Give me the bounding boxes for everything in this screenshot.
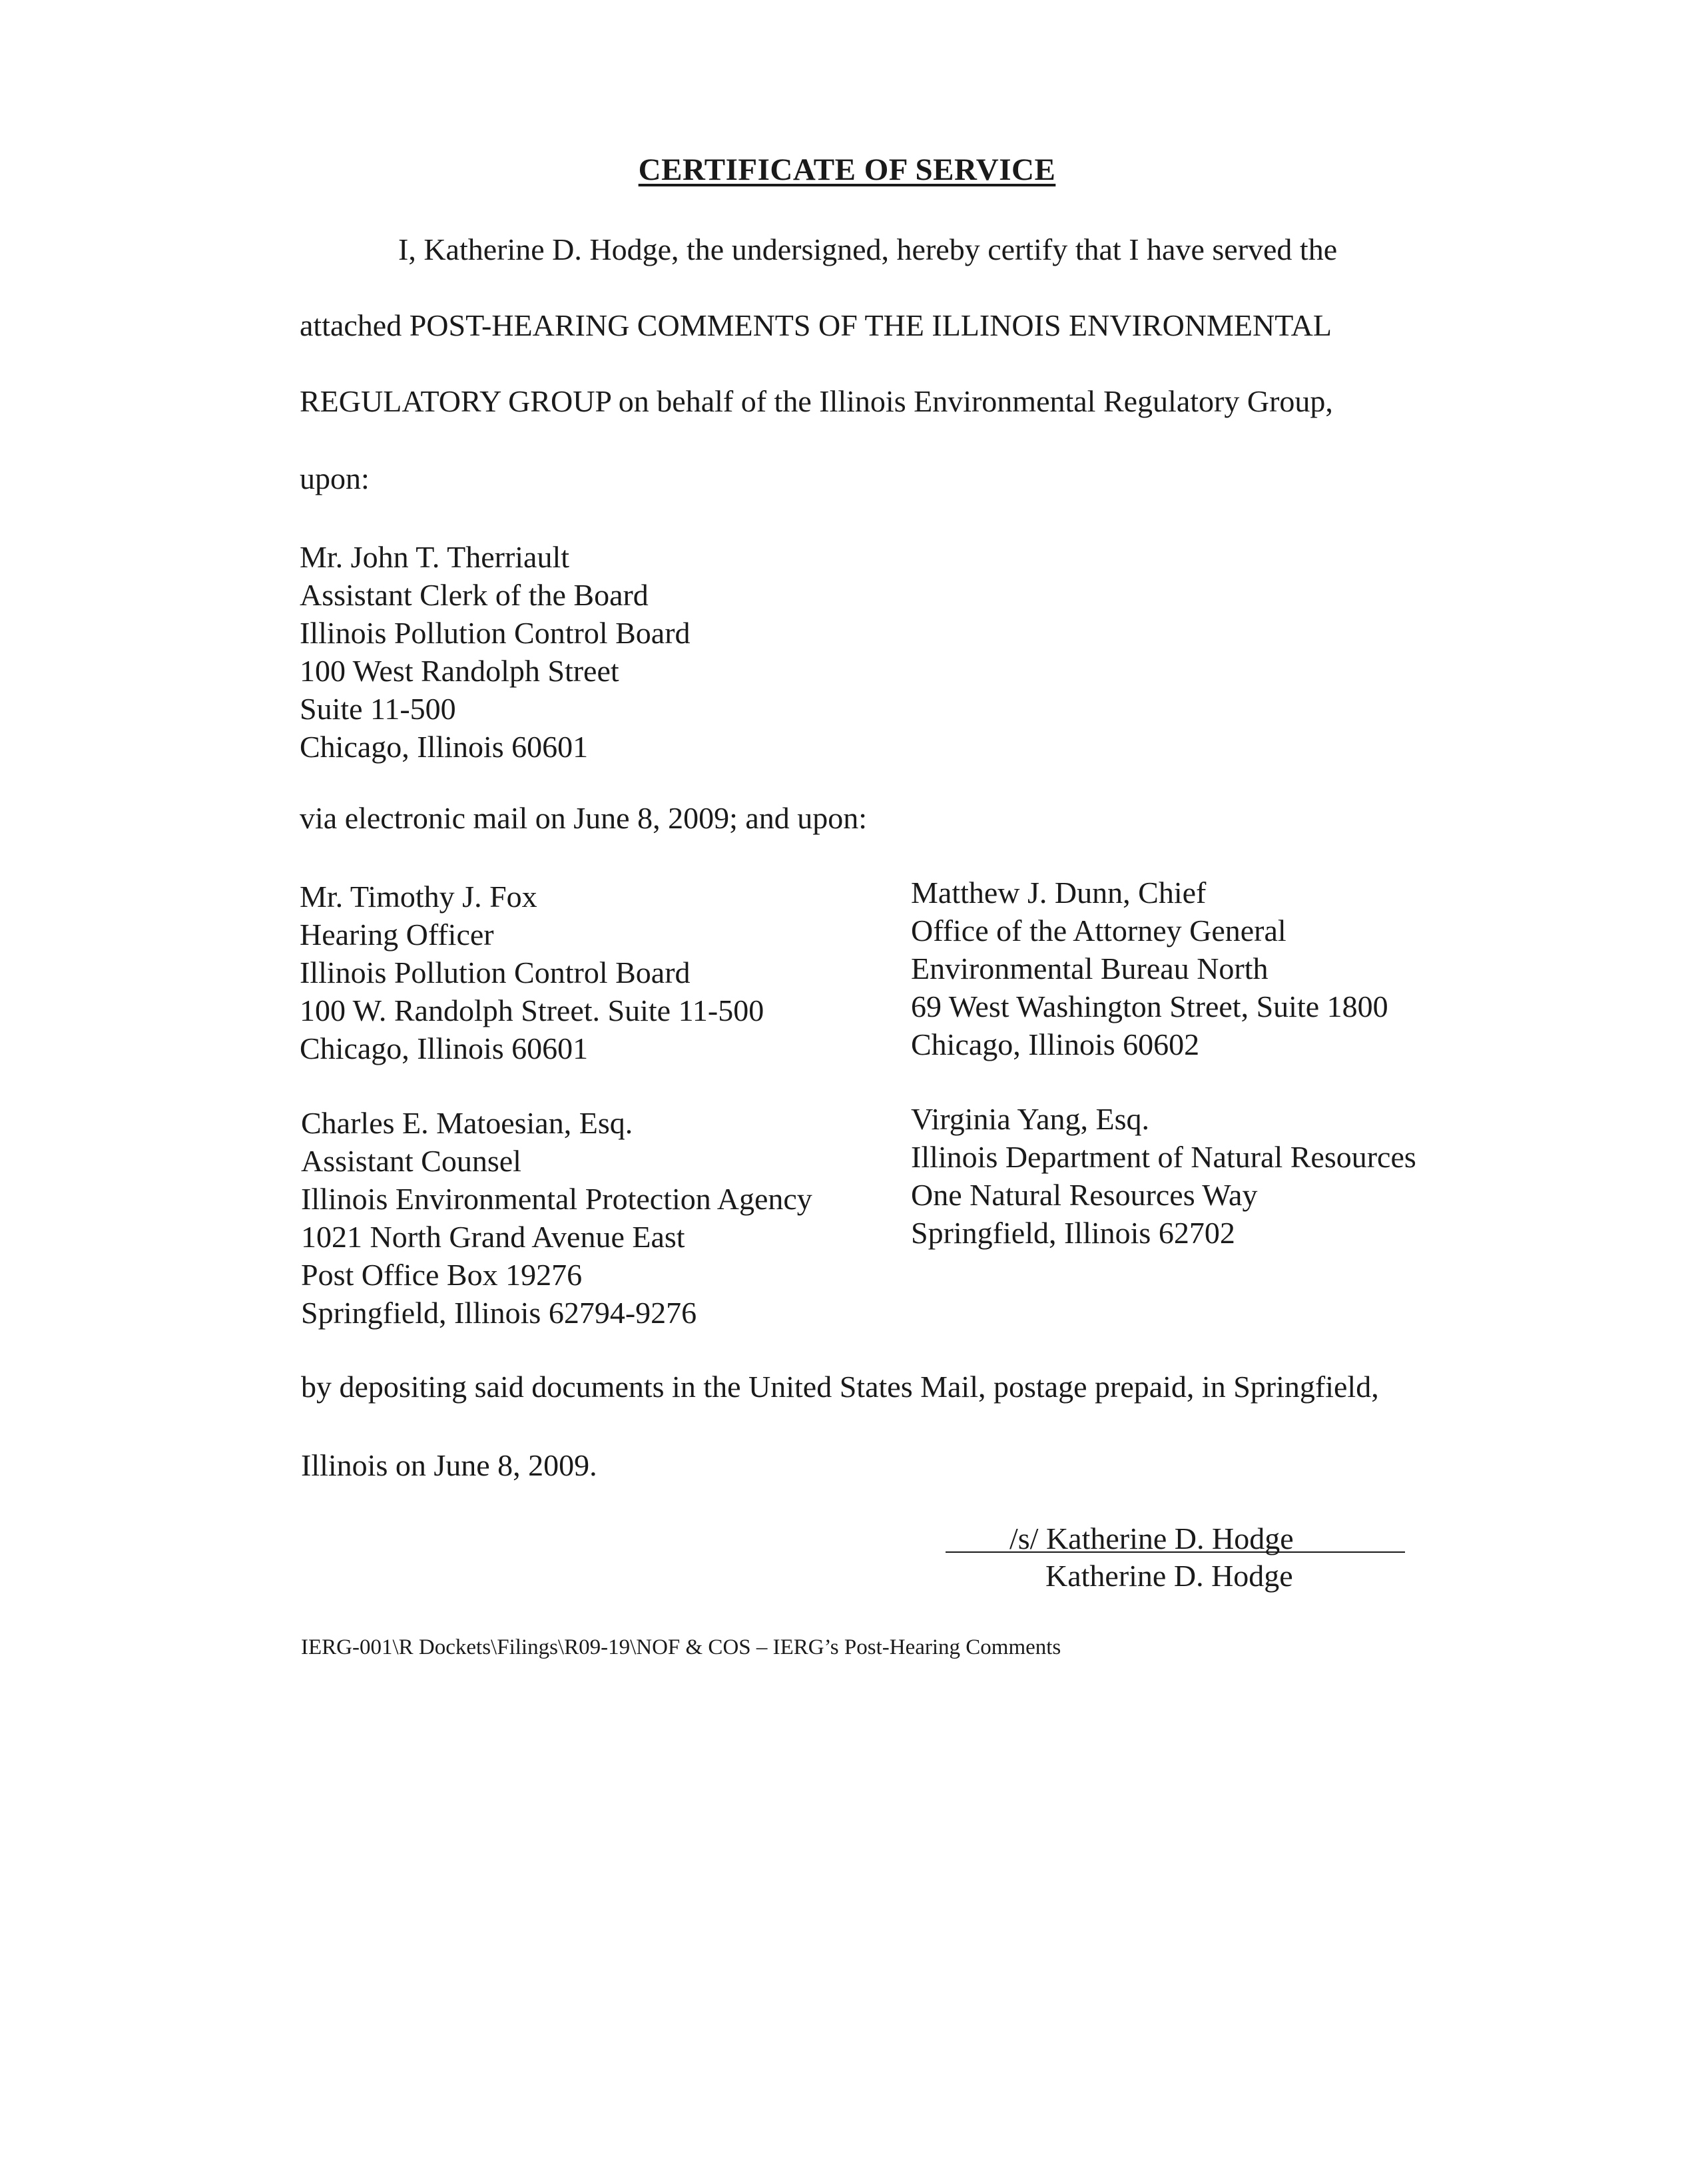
address-line: One Natural Resources Way [911, 1178, 1258, 1212]
address-line: Springfield, Illinois 62702 [911, 1216, 1235, 1250]
body-line-1: I, Katherine D. Hodge, the undersigned, hereby certify that I have served the [398, 232, 1338, 266]
address-line: Environmental Bureau North [911, 952, 1269, 985]
signature-electronic: /s/ Katherine D. Hodge [1009, 1521, 1294, 1555]
address-line: 100 W. Randolph Street. Suite 11-500 [300, 993, 764, 1027]
address-line: 69 West Washington Street, Suite 1800 [911, 989, 1388, 1023]
closing-line-1: by depositing said documents in the United States Mail, postage prepaid, in Springfield, [301, 1370, 1379, 1404]
address-line: Assistant Counsel [301, 1144, 521, 1178]
signature-name: Katherine D. Hodge [1045, 1559, 1293, 1593]
address-line: 100 West Randolph Street [300, 654, 619, 688]
recipient-dunn-address [911, 874, 1388, 1063]
signature-underline [946, 1551, 1405, 1553]
recipient-yang-address [911, 1100, 1416, 1252]
via-line: via electronic mail on June 8, 2009; and upon: [300, 801, 868, 835]
address-line: Chicago, Illinois 60602 [911, 1027, 1200, 1061]
address-line: Springfield, Illinois 62794-9276 [301, 1296, 697, 1330]
address-line: Illinois Department of Natural Resources [911, 1140, 1416, 1174]
primary-recipient-address [300, 538, 691, 766]
body-line-2: attached POST-HEARING COMMENTS OF THE ILLINOIS ENVIRONMENTAL [300, 308, 1332, 342]
closing-line-2: Illinois on June 8, 2009. [301, 1448, 597, 1482]
address-line: Virginia Yang, Esq. [911, 1102, 1150, 1136]
document-title: CERTIFICATE OF SERVICE [638, 152, 1056, 187]
body-line-3: REGULATORY GROUP on behalf of the Illinois Environmental Regulatory Group, [300, 384, 1333, 418]
address-line: Mr. John T. Therriault [300, 540, 570, 574]
address-line: Mr. Timothy J. Fox [300, 880, 537, 914]
address-line: Chicago, Illinois 60601 [300, 730, 589, 764]
address-line: Illinois Pollution Control Board [300, 956, 691, 989]
address-line: Illinois Environmental Protection Agency [301, 1182, 812, 1216]
address-line: Matthew J. Dunn, Chief [911, 876, 1207, 910]
address-line: Office of the Attorney General [911, 914, 1286, 948]
address-line: Suite 11-500 [300, 692, 456, 726]
address-line: 1021 North Grand Avenue East [301, 1220, 685, 1254]
body-line-4: upon: [300, 461, 370, 495]
address-line: Post Office Box 19276 [301, 1258, 583, 1292]
address-line: Assistant Clerk of the Board [300, 578, 649, 612]
document-footer-path: IERG-001\R Dockets\Filings\R09-19\NOF & COS – IERG’s Post-Hearing Comments [301, 1635, 1061, 1659]
address-line: Charles E. Matoesian, Esq. [301, 1106, 633, 1140]
address-line: Illinois Pollution Control Board [300, 616, 691, 650]
recipient-matoesian-address [301, 1104, 812, 1332]
recipient-fox-address [300, 878, 764, 1067]
address-line: Hearing Officer [300, 918, 494, 952]
address-line: Chicago, Illinois 60601 [300, 1031, 589, 1065]
